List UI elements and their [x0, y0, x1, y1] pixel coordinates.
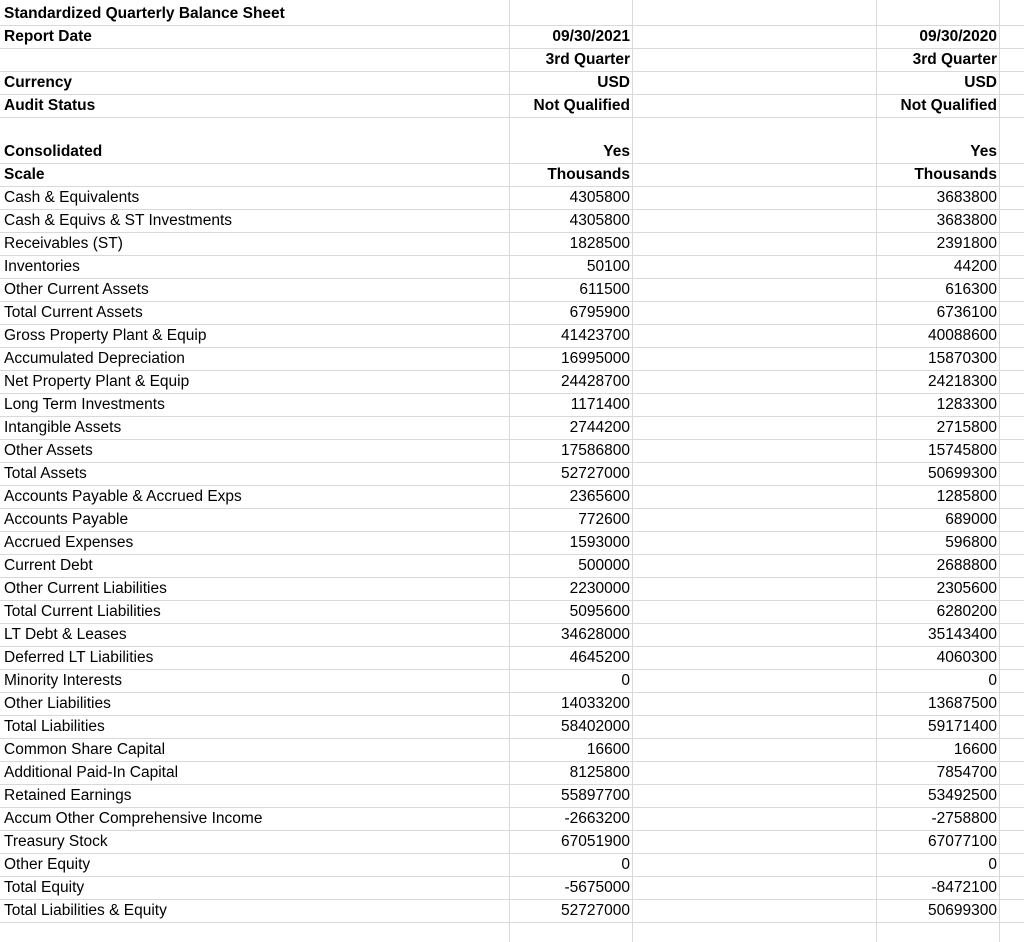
table-row	[0, 210, 1024, 233]
cell[interactable]: 0	[988, 856, 997, 873]
cell[interactable]: 2305600	[936, 580, 997, 597]
table-row	[0, 854, 1024, 877]
cell[interactable]: 2391800	[936, 235, 997, 252]
cell[interactable]: Scale	[4, 166, 45, 183]
table-row	[0, 647, 1024, 670]
cell[interactable]: Minority Interests	[4, 672, 123, 689]
cell[interactable]: 6795900	[569, 304, 630, 321]
table-row	[0, 486, 1024, 509]
sheet-title[interactable]: Standardized Quarterly Balance Sheet	[4, 5, 285, 22]
cell[interactable]: 53492500	[928, 787, 997, 804]
cell[interactable]: 3683800	[936, 189, 997, 206]
table-row	[0, 624, 1024, 647]
cell[interactable]: Thousands	[914, 166, 997, 183]
cell[interactable]: Other Liabilities	[4, 695, 111, 712]
cell[interactable]: 2715800	[936, 419, 997, 436]
meta-row	[0, 141, 1024, 164]
table-row	[0, 900, 1024, 923]
cell[interactable]: 24428700	[561, 373, 630, 390]
table-row	[0, 509, 1024, 532]
cell[interactable]: Audit Status	[4, 97, 96, 114]
table-row	[0, 440, 1024, 463]
cell[interactable]: Other Current Liabilities	[4, 580, 167, 597]
cell[interactable]: 3683800	[936, 212, 997, 229]
cell[interactable]: 4305800	[569, 212, 630, 229]
cell[interactable]: -2758800	[931, 810, 997, 827]
table-row	[0, 808, 1024, 831]
cell[interactable]: 0	[988, 672, 997, 689]
cell[interactable]: 16600	[953, 741, 997, 758]
cell[interactable]: 1828500	[569, 235, 630, 252]
cell[interactable]: 1171400	[570, 396, 630, 413]
cell[interactable]: 67077100	[928, 833, 997, 850]
header-row	[0, 95, 1024, 118]
table-row	[0, 325, 1024, 348]
cell[interactable]: 1593000	[569, 534, 630, 551]
table-row	[0, 877, 1024, 900]
cell[interactable]: 2230000	[569, 580, 630, 597]
cell[interactable]: Common Share Capital	[4, 741, 166, 758]
cell[interactable]: Net Property Plant & Equip	[4, 373, 190, 390]
cell[interactable]: 15745800	[928, 442, 997, 459]
cell[interactable]: Additional Paid-In Capital	[4, 764, 179, 781]
table-row	[0, 670, 1024, 693]
header-row	[0, 49, 1024, 72]
table-row	[0, 417, 1024, 440]
cell[interactable]: 616300	[945, 281, 997, 298]
cell[interactable]: Yes	[603, 143, 630, 160]
cell[interactable]: Currency	[4, 74, 73, 91]
title-row	[0, 3, 1024, 26]
cell[interactable]: 5095600	[569, 603, 630, 620]
cell[interactable]: 611500	[579, 281, 630, 298]
table-row	[0, 555, 1024, 578]
cell[interactable]: 2744200	[569, 419, 630, 436]
table-row	[0, 279, 1024, 302]
cell[interactable]: 0	[621, 672, 630, 689]
cell[interactable]: Other Assets	[4, 442, 93, 459]
cell[interactable]: 1285800	[936, 488, 997, 505]
table-row	[0, 785, 1024, 808]
cell[interactable]: 500000	[578, 557, 630, 574]
cell[interactable]: 52727000	[561, 465, 630, 482]
cell[interactable]: 67051900	[561, 833, 630, 850]
table-row	[0, 256, 1024, 279]
cell[interactable]: Total Assets	[4, 465, 87, 482]
cell[interactable]: Inventories	[4, 258, 80, 275]
cell[interactable]: Total Current Assets	[4, 304, 143, 321]
cell[interactable]: 4305800	[569, 189, 630, 206]
cell[interactable]: 41423700	[561, 327, 630, 344]
cell[interactable]: 596800	[945, 534, 997, 551]
header-row	[0, 26, 1024, 49]
table-row	[0, 532, 1024, 555]
cell[interactable]: LT Debt & Leases	[4, 626, 127, 643]
cell[interactable]: 2688800	[936, 557, 997, 574]
table-row	[0, 233, 1024, 256]
table-row	[0, 394, 1024, 417]
cell[interactable]: 52727000	[561, 902, 630, 919]
cell[interactable]: Other Equity	[4, 856, 91, 873]
cell[interactable]: Receivables (ST)	[4, 235, 123, 252]
cell[interactable]: Not Qualified	[533, 97, 630, 114]
cell[interactable]: Accounts Payable	[4, 511, 129, 528]
cell[interactable]: 4060300	[936, 649, 997, 666]
cell[interactable]: Report Date	[4, 28, 92, 45]
table-row	[0, 578, 1024, 601]
cell[interactable]: 50699300	[928, 902, 997, 919]
cell[interactable]: 0	[621, 856, 630, 873]
cell[interactable]: Total Equity	[4, 879, 85, 896]
cell[interactable]: 59171400	[928, 718, 997, 735]
cell[interactable]: 4645200	[569, 649, 630, 666]
table-row	[0, 348, 1024, 371]
cell[interactable]: -8472100	[931, 879, 997, 896]
cell[interactable]: Retained Earnings	[4, 787, 132, 804]
table-row	[0, 463, 1024, 486]
table-row	[0, 302, 1024, 325]
table-row	[0, 601, 1024, 624]
table-row	[0, 831, 1024, 854]
cell[interactable]: Accounts Payable & Accrued Exps	[4, 488, 242, 505]
cell[interactable]: Total Liabilities & Equity	[4, 902, 167, 919]
table-row	[0, 693, 1024, 716]
cell[interactable]: 40088600	[928, 327, 997, 344]
table-row	[0, 739, 1024, 762]
cell[interactable]: 50699300	[928, 465, 997, 482]
table-row	[0, 371, 1024, 394]
cell[interactable]: -2663200	[564, 810, 630, 827]
cell[interactable]: 1283300	[936, 396, 997, 413]
header-row	[0, 72, 1024, 95]
cell[interactable]: 8125800	[569, 764, 630, 781]
cell[interactable]: 58402000	[561, 718, 630, 735]
cell[interactable]: Thousands	[547, 166, 630, 183]
cell[interactable]: Accrued Expenses	[4, 534, 134, 551]
cell[interactable]: 6280200	[936, 603, 997, 620]
cell[interactable]: -5675000	[564, 879, 630, 896]
cell[interactable]: 09/30/2020	[919, 28, 997, 45]
cell[interactable]: USD	[597, 74, 630, 91]
cell[interactable]: 2365600	[569, 488, 630, 505]
cell[interactable]: 3rd Quarter	[545, 51, 630, 68]
cell[interactable]: 35143400	[928, 626, 997, 643]
cell[interactable]: 3rd Quarter	[912, 51, 997, 68]
cell[interactable]: Not Qualified	[900, 97, 997, 114]
cell[interactable]: Accum Other Comprehensive Income	[4, 810, 263, 827]
cell[interactable]: 14033200	[561, 695, 630, 712]
cell[interactable]: Long Term Investments	[4, 396, 165, 413]
table-row	[0, 716, 1024, 739]
cell[interactable]: Consolidated	[4, 143, 103, 160]
cell[interactable]: Total Liabilities	[4, 718, 105, 735]
cell[interactable]: Total Current Liabilities	[4, 603, 161, 620]
cell[interactable]: 16600	[586, 741, 630, 758]
cell[interactable]: 17586800	[561, 442, 630, 459]
meta-row	[0, 164, 1024, 187]
cell[interactable]: Accumulated Depreciation	[4, 350, 185, 367]
cell[interactable]: 16995000	[561, 350, 630, 367]
cell[interactable]: 15870300	[928, 350, 997, 367]
cell[interactable]: Yes	[970, 143, 997, 160]
cell[interactable]: Deferred LT Liabilities	[4, 649, 154, 666]
cell[interactable]: 7854700	[936, 764, 997, 781]
table-row	[0, 762, 1024, 785]
cell[interactable]: Gross Property Plant & Equip	[4, 327, 207, 344]
cell[interactable]: 09/30/2021	[552, 28, 630, 45]
cell[interactable]: 44200	[953, 258, 997, 275]
cell[interactable]: 689000	[945, 511, 997, 528]
cell[interactable]: 34628000	[561, 626, 630, 643]
cell[interactable]: Current Debt	[4, 557, 93, 574]
cell[interactable]: 55897700	[561, 787, 630, 804]
cell[interactable]: 50100	[586, 258, 630, 275]
cell[interactable]: 772600	[578, 511, 630, 528]
cell[interactable]: Cash & Equivalents	[4, 189, 140, 206]
cell[interactable]: 6736100	[936, 304, 997, 321]
cell[interactable]: Cash & Equivs & ST Investments	[4, 212, 233, 229]
cell[interactable]: Other Current Assets	[4, 281, 149, 298]
cell[interactable]: 13687500	[928, 695, 997, 712]
cell[interactable]: 24218300	[928, 373, 997, 390]
cell[interactable]: Treasury Stock	[4, 833, 108, 850]
cell[interactable]: Intangible Assets	[4, 419, 122, 436]
cell[interactable]: USD	[964, 74, 997, 91]
table-row	[0, 187, 1024, 210]
